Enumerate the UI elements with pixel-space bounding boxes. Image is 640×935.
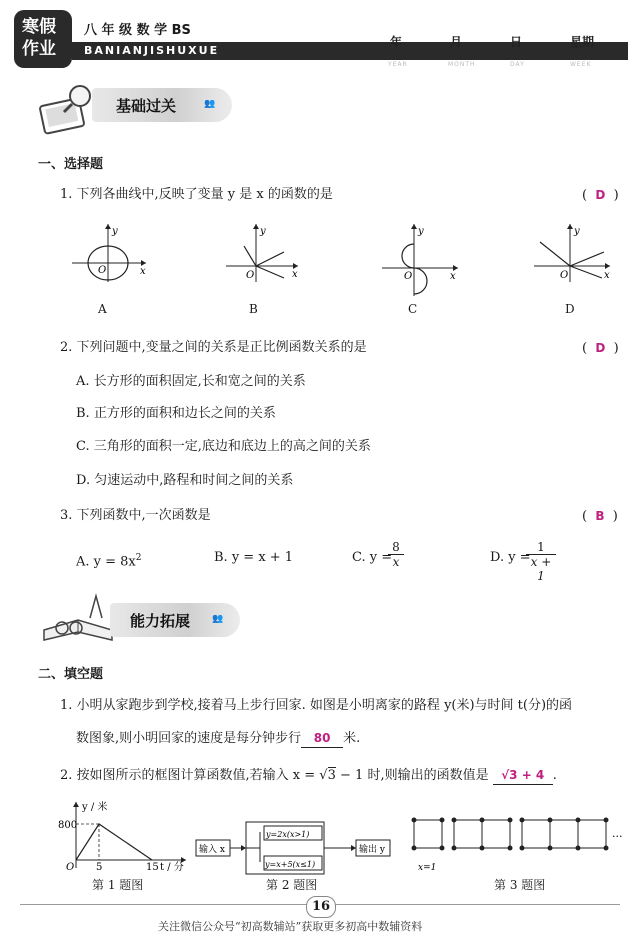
footer-note: 关注微信公众号“初高数辅站”获取更多初高中数辅资料 bbox=[158, 920, 423, 933]
q2-option-c: C. 三角形的面积一定,底边和底边上的高之间的关系 bbox=[76, 439, 371, 454]
graph-c bbox=[380, 222, 462, 298]
graph-b-x-label: x bbox=[292, 269, 298, 280]
fill-q2-pre: 2. 按如图所示的框图计算函数值,若输入 x = bbox=[60, 768, 316, 783]
figure-3-squares bbox=[404, 812, 632, 878]
fig1-caption: 第 1 题图 bbox=[92, 878, 144, 892]
graph-b bbox=[222, 222, 302, 284]
graph-a-label: A bbox=[98, 302, 107, 316]
q3-text: 3. 下列函数中,一次函数是 bbox=[60, 508, 211, 523]
grade-subject: 八 年 级 数 学 BS bbox=[84, 23, 191, 38]
q3-c-den: x bbox=[392, 555, 400, 569]
q3-option-a bbox=[76, 549, 142, 571]
q3-option-d-fraction bbox=[526, 540, 556, 583]
q3-option-b: B. y = x + 1 bbox=[214, 550, 294, 565]
q2-option-a: A. 长方形的面积固定,长和宽之间的关系 bbox=[76, 374, 306, 389]
q3-c-num: 8 bbox=[388, 540, 404, 555]
q2-answer-paren: ( D ) bbox=[582, 341, 619, 356]
part2-heading: 二、填空题 bbox=[38, 667, 104, 682]
q1-text: 1. 下列各曲线中,反映了变量 y 是 x 的函数的是 bbox=[60, 187, 333, 202]
fill-q1-post: 米. bbox=[343, 731, 361, 746]
date-year-label: 年 bbox=[390, 35, 403, 49]
q2-answer: D bbox=[595, 341, 606, 355]
graph-a bbox=[70, 222, 150, 284]
section-title-extend: 能力拓展 bbox=[130, 612, 191, 630]
graph-d-x-label: x bbox=[604, 270, 610, 281]
q2-option-b: B. 正方形的面积和边长之间的关系 bbox=[76, 406, 276, 421]
q3-answer: B bbox=[595, 509, 605, 523]
fig1-x-tick-5: 5 bbox=[96, 862, 103, 872]
header-pinyin: BANIANJISHUXUE bbox=[84, 44, 220, 57]
badge-line2: 作业 bbox=[22, 39, 56, 59]
graph-a-y-label: y bbox=[112, 226, 118, 237]
fill-q2-post: . bbox=[552, 768, 557, 783]
date-week-sub: WEEK bbox=[570, 61, 592, 68]
fill-q2-answer: √3 + 4 bbox=[493, 766, 553, 785]
graph-b-origin: O bbox=[246, 270, 255, 281]
graph-a-x-label: x bbox=[140, 266, 146, 277]
date-month-label: 月 bbox=[450, 35, 463, 49]
q3-option-a-text: A. y = 8x bbox=[76, 554, 136, 570]
book-glasses-icon bbox=[38, 590, 118, 646]
graph-b-label: B bbox=[249, 302, 258, 316]
fill-q1-pre: 数图象,则小明回家的速度是每分钟步行 bbox=[76, 731, 302, 746]
page-number: 16 bbox=[306, 896, 336, 918]
q1-answer-paren: ( D ) bbox=[582, 188, 619, 203]
fill-q1-answer: 80 bbox=[301, 729, 343, 748]
fill-q1-line2 bbox=[76, 729, 360, 748]
fill-q2-sqrt: 3 bbox=[327, 768, 336, 783]
graph-c-y-label: y bbox=[418, 226, 424, 237]
figure-1-graph bbox=[58, 800, 190, 872]
q3-option-a-exp: 2 bbox=[135, 553, 142, 563]
people-icon: 👥 bbox=[204, 99, 216, 109]
section-title-basic: 基础过关 bbox=[116, 97, 177, 115]
date-day-label: 日 bbox=[510, 35, 523, 49]
graph-d bbox=[532, 222, 614, 284]
date-day-sub: DAY bbox=[510, 61, 525, 68]
fill-q1-line1: 1. 小明从家跑步到学校,接着马上步行回家. 如图是小明离家的路程 y(米)与时间 t(分)的函 bbox=[60, 698, 573, 713]
date-year-sub: YEAR bbox=[388, 61, 408, 68]
q2-option-d: D. 匀速运动中,路程和时间之间的关系 bbox=[76, 473, 294, 488]
figure-2-flowchart bbox=[194, 800, 394, 876]
fig1-x-label: t / 分 bbox=[160, 862, 184, 872]
q2-text: 2. 下列问题中,变量之间的关系是正比例函数关系的是 bbox=[60, 340, 367, 355]
fig3-x-label: x=1 bbox=[418, 863, 437, 873]
graph-a-origin: O bbox=[98, 265, 107, 276]
fig1-origin: O bbox=[66, 862, 75, 872]
badge-line1: 寒假 bbox=[22, 17, 56, 37]
fill-q2-mid: − 1 时,则输出的函数值是 bbox=[340, 768, 489, 783]
fill-q2-line: 2. 按如图所示的框图计算函数值,若输入 x = √3 − 1 时,则输出的函数值是 √3 + 4 . bbox=[60, 768, 557, 783]
q3-d-den: x + 1 bbox=[530, 555, 552, 583]
fig3-caption: 第 3 题图 bbox=[494, 878, 546, 892]
fig1-y-tick: 800 bbox=[58, 820, 78, 831]
graph-d-y-label: y bbox=[574, 226, 580, 237]
fig2-branch-top: y=2x(x>1) bbox=[266, 830, 310, 839]
q1-answer: D bbox=[595, 188, 606, 202]
graph-b-y-label: y bbox=[260, 226, 266, 237]
fig1-y-label: y / 米 bbox=[82, 802, 108, 813]
date-month-sub: MONTH bbox=[448, 61, 476, 68]
q3-option-d: D. y = bbox=[490, 550, 531, 565]
fig2-branch-bottom: y=x+5(x≤1) bbox=[265, 860, 316, 869]
graph-d-origin: O bbox=[560, 270, 569, 281]
fig2-output: 输出 y bbox=[359, 845, 385, 855]
graph-c-origin: O bbox=[404, 271, 413, 282]
fig1-x-tick-15: 15 bbox=[146, 862, 159, 872]
graph-c-x-label: x bbox=[450, 271, 456, 282]
part1-heading: 一、选择题 bbox=[38, 157, 104, 172]
fig2-caption: 第 2 题图 bbox=[266, 878, 318, 892]
graph-d-label: D bbox=[565, 302, 575, 316]
date-week-label: 星期 bbox=[570, 35, 595, 49]
people-icon-2: 👥 bbox=[212, 614, 224, 624]
q3-answer-paren: ( B ) bbox=[582, 509, 618, 524]
fig3-ellipsis: ··· bbox=[612, 830, 623, 843]
graph-c-label: C bbox=[408, 302, 418, 316]
q3-option-c: C. y = bbox=[352, 550, 393, 565]
q3-d-num: 1 bbox=[526, 540, 556, 555]
q3-option-c-fraction bbox=[388, 540, 404, 569]
fig2-input: 输入 x bbox=[199, 845, 225, 855]
